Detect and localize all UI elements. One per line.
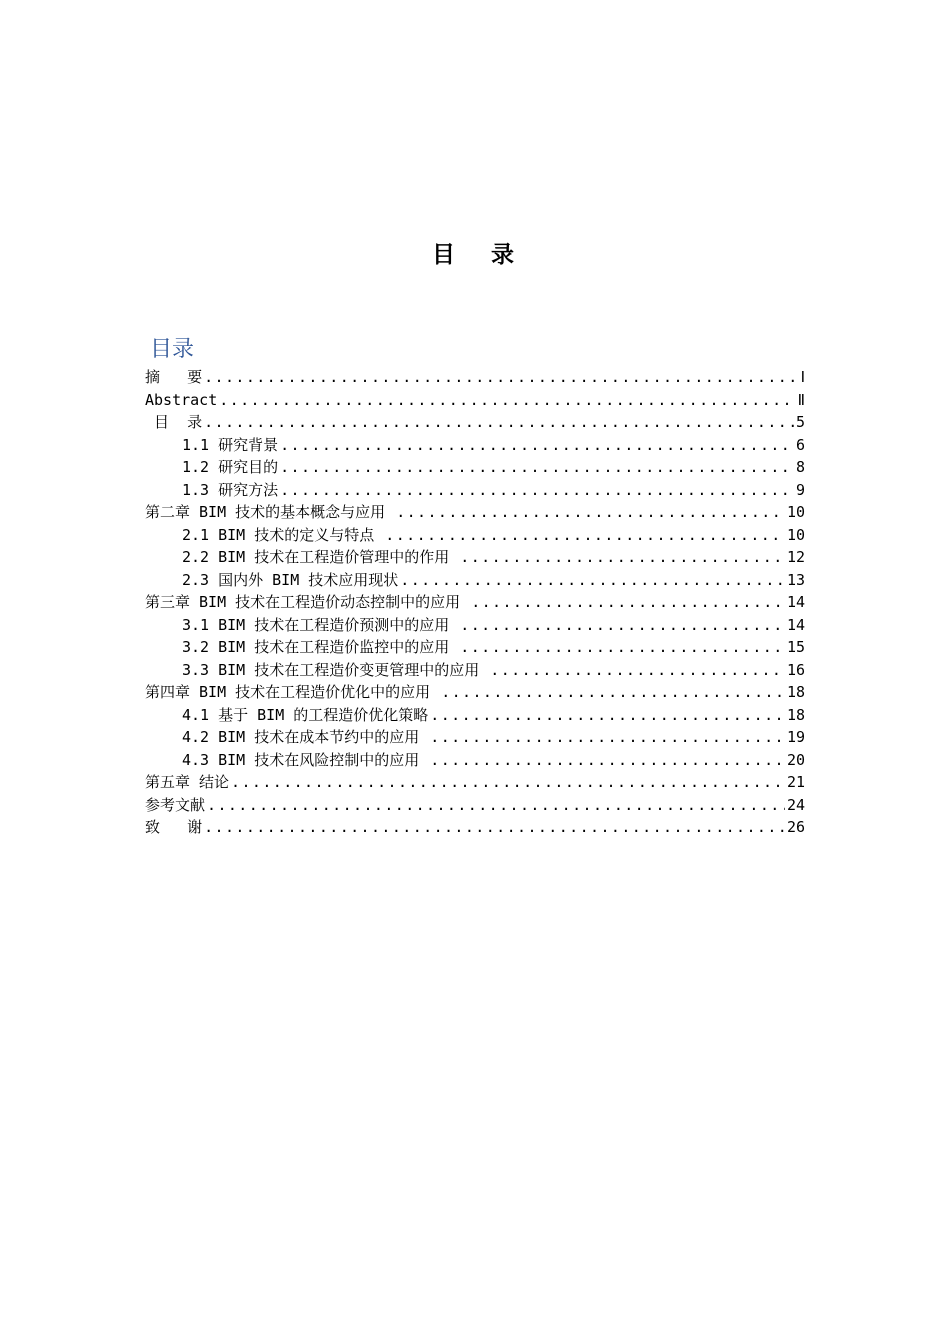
toc-entry-chapter-3[interactable]: [145, 591, 805, 614]
toc-list: [145, 366, 805, 839]
toc-entry-label: 第五章 结论: [145, 773, 230, 791]
toc-entry-page: 24: [786, 795, 805, 814]
toc-entry-label: 3.1 BIM 技术在工程造价预测中的应用: [182, 615, 459, 634]
toc-leader-dots: [430, 704, 785, 727]
toc-entry-abstract-en[interactable]: [145, 389, 805, 412]
toc-entry-page: 13: [786, 570, 805, 589]
toc-leader-dots: [207, 794, 785, 817]
toc-entry-page: 21: [786, 773, 805, 791]
toc-entry-label: 第三章 BIM 技术在工程造价动态控制中的应用: [145, 593, 470, 611]
toc-entry-label: 2.1 BIM 技术的定义与特点: [182, 525, 384, 544]
toc-leader-dots: [490, 659, 785, 682]
toc-entry-page: 19: [786, 728, 805, 746]
toc-entry-chapter-4[interactable]: [145, 681, 805, 704]
toc-entry-3-3[interactable]: [145, 659, 805, 682]
toc-leader-dots: [400, 569, 785, 592]
toc-entry-label: 第四章 BIM 技术在工程造价优化中的应用: [145, 683, 440, 701]
toc-entry-label: 4.3 BIM 技术在风险控制中的应用: [182, 750, 429, 769]
toc-entry-page: 6: [795, 435, 805, 454]
toc-entry-label: 参考文献: [145, 795, 206, 814]
toc-leader-dots: [471, 591, 785, 614]
toc-entry-page: 14: [786, 593, 805, 611]
toc-leader-dots: [430, 726, 785, 749]
toc-entry-page: 18: [786, 683, 805, 701]
toc-leader-dots: [460, 546, 785, 569]
toc-entry-page: 5: [795, 413, 805, 431]
toc-leader-dots: [430, 749, 785, 772]
toc-entry-page: 8: [795, 458, 805, 476]
toc-entry-4-2[interactable]: [145, 726, 805, 749]
toc-entry-3-2[interactable]: [145, 636, 805, 659]
toc-entry-page: 20: [786, 750, 805, 769]
toc-leader-dots: [204, 366, 798, 389]
toc-leader-dots: [204, 411, 794, 434]
toc-entry-references[interactable]: [145, 794, 805, 817]
toc-entry-1-3[interactable]: [145, 479, 805, 502]
toc-leader-dots: [441, 681, 785, 704]
toc-entry-page: Ⅰ: [800, 368, 805, 386]
toc-entry-page: 9: [795, 480, 805, 499]
toc-leader-dots: [280, 479, 794, 502]
toc-entry-abstract-cn[interactable]: [145, 366, 805, 389]
toc-entry-label: 1.3 研究方法: [182, 480, 279, 499]
toc-leader-dots: [280, 434, 794, 457]
toc-entry-chapter-2[interactable]: [145, 501, 805, 524]
toc-entry-label: 1.2 研究目的: [182, 458, 279, 476]
toc-entry-label: 4.1 基于 BIM 的工程造价优化策略: [182, 705, 429, 724]
toc-entry-label: 2.3 国内外 BIM 技术应用现状: [182, 570, 399, 589]
toc-leader-dots: [280, 456, 794, 479]
toc-entry-1-2[interactable]: [145, 456, 805, 479]
toc-entry-page: 16: [786, 660, 805, 679]
toc-leader-dots: [460, 636, 785, 659]
toc-leader-dots: [231, 771, 785, 794]
toc-entry-4-3[interactable]: [145, 749, 805, 772]
toc-entry-2-3[interactable]: [145, 569, 805, 592]
toc-entry-label: 3.3 BIM 技术在工程造价变更管理中的应用: [182, 660, 489, 679]
toc-entry-page: 14: [786, 615, 805, 634]
toc-entry-label: 3.2 BIM 技术在工程造价监控中的应用: [182, 638, 459, 656]
toc-entry-label: 第二章 BIM 技术的基本概念与应用: [145, 503, 395, 521]
toc-entry-1-1[interactable]: [145, 434, 805, 457]
toc-entry-2-2[interactable]: [145, 546, 805, 569]
toc-entry-3-1[interactable]: [145, 614, 805, 637]
toc-entry-page: 10: [786, 525, 805, 544]
toc-entry-page: 26: [786, 818, 805, 836]
toc-entry-label: 2.2 BIM 技术在工程造价管理中的作用: [182, 548, 459, 566]
toc-entry-label: 致 谢: [145, 818, 203, 836]
toc-entry-chapter-5[interactable]: [145, 771, 805, 794]
toc-entry-acknowledgements[interactable]: [145, 816, 805, 839]
toc-leader-dots: [204, 816, 785, 839]
toc-entry-page: 12: [786, 548, 805, 566]
page-title: 目 录: [431, 242, 528, 268]
toc-entry-label: 1.1 研究背景: [182, 435, 279, 454]
toc-leader-dots: [460, 614, 785, 637]
toc-entry-page: 18: [786, 705, 805, 724]
toc-heading: 目录: [150, 337, 195, 362]
toc-entry-label: Abstract: [145, 390, 218, 409]
toc-entry-2-1[interactable]: [145, 524, 805, 547]
toc-entry-page: 10: [786, 503, 805, 521]
toc-entry-page: 15: [786, 638, 805, 656]
toc-entry-contents[interactable]: [145, 411, 805, 434]
toc-entry-4-1[interactable]: [145, 704, 805, 727]
toc-leader-dots: [396, 501, 785, 524]
toc-leader-dots: [219, 389, 795, 412]
toc-leader-dots: [385, 524, 785, 547]
toc-entry-page: Ⅱ: [797, 390, 805, 409]
toc-entry-label: 摘 要: [145, 368, 203, 386]
toc-entry-label: 目 录: [145, 413, 203, 431]
toc-entry-label: 4.2 BIM 技术在成本节约中的应用: [182, 728, 429, 746]
